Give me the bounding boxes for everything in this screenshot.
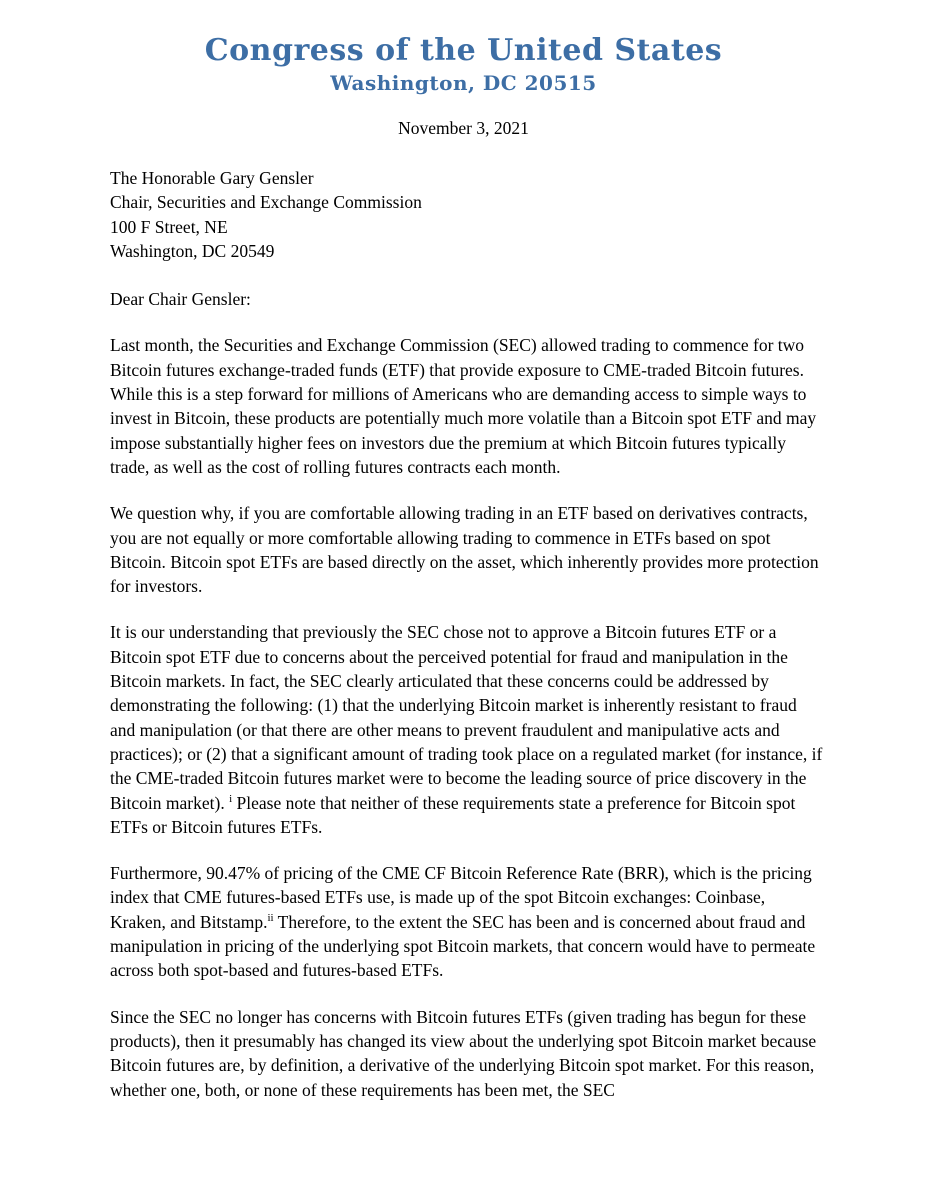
recipient-title-line: Chair, Securities and Exchange Commission	[110, 192, 422, 213]
paragraph-text: Since the SEC no longer has concerns with Bitcoin futures ETFs (given trading has begun for these products), then it presumably has changed its view about the underlying spot Bitcoin market because Bitcoin futures are, by definition, a derivative of the underlying Bitcoin spot market. For this reason, whether one, both, or none of these requirements has been met, the SEC	[110, 1006, 817, 1100]
letter-content	[110, 166, 824, 1102]
body-paragraph	[110, 501, 824, 598]
salutation: Dear Chair Gensler:	[110, 289, 251, 310]
recipient-address	[110, 166, 824, 263]
paragraph-text: Therefore, to the extent the SEC has been and is concerned about fraud and manipulation in pricing of the underlying spot Bitcoin markets, that concern would have to permeate across both spot-based and futures-based ETFs.	[110, 911, 816, 981]
letterhead-subtitle: Washington, DC 20515	[330, 71, 597, 95]
footnote-marker: ii	[267, 911, 274, 924]
recipient-name-line: The Honorable Gary Gensler	[110, 168, 314, 188]
paragraph-text: It is our understanding that previously the SEC chose not to approve a Bitcoin futures ETF or a Bitcoin spot ETF due to concerns about the perceived potential for fraud and manipulation in the Bitcoin markets. In fact, the SEC clearly articulated that these concerns could be addressed by demonstrating the following: (1) that the underlying Bitcoin market is inherently resistant to fraud and manipulation (or that there are other means to prevent fraudulent and manipulative acts and practices); or (2) that a significant amount of trading took place on a regulated market (for instance, if the CME-traded Bitcoin futures market were to become the leading source of price discovery in the Bitcoin market).	[110, 622, 823, 813]
paragraph-text: We question why, if you are comfortable allowing trading in an ETF based on derivatives contracts, you are not equally or more comfortable allowing trading to commence in ETFs based on spot Bitcoin. Bitcoin spot ETFs are based directly on the asset, which inherently provides more protection for investors.	[110, 503, 819, 597]
paragraph-text: Last month, the Securities and Exchange Commission (SEC) allowed trading to commence for two Bitcoin futures exchange-traded funds (ETF) that provide exposure to CME-traded Bitcoin futures. While this is a step forward for millions of Americans who are demanding access to simple ways to invest in Bitcoin, these products are potentially much more volatile than a Bitcoin spot ETF and may impose substantially higher fees on investors due the premium at which Bitcoin futures typically trade, as well as the cost of rolling futures contracts each month.	[110, 335, 817, 477]
body-paragraph	[110, 333, 824, 479]
letterhead	[0, 0, 927, 96]
body-paragraph	[110, 861, 824, 982]
footnote-marker: i	[229, 792, 233, 805]
paragraph-text: Please note that neither of these requirements state a preference for Bitcoin spot ETFs or Bitcoin futures ETFs.	[110, 792, 796, 837]
letterhead-title: Congress of the United States	[204, 33, 723, 68]
body-paragraphs	[110, 333, 824, 1101]
paragraph-text: Furthermore, 90.47% of pricing of the CME CF Bitcoin Reference Rate (BRR), which is the pricing index that CME futures-based ETFs use, is made up of the spot Bitcoin exchanges: Coinbase, Kraken, and Bitstamp.	[110, 863, 812, 932]
letter-date: November 3, 2021	[398, 118, 529, 138]
recipient-street-line: 100 F Street, NE	[110, 216, 228, 237]
recipient-city-line: Washington, DC 20549	[110, 240, 275, 261]
body-paragraph	[110, 620, 824, 839]
body-paragraph	[110, 1005, 824, 1102]
